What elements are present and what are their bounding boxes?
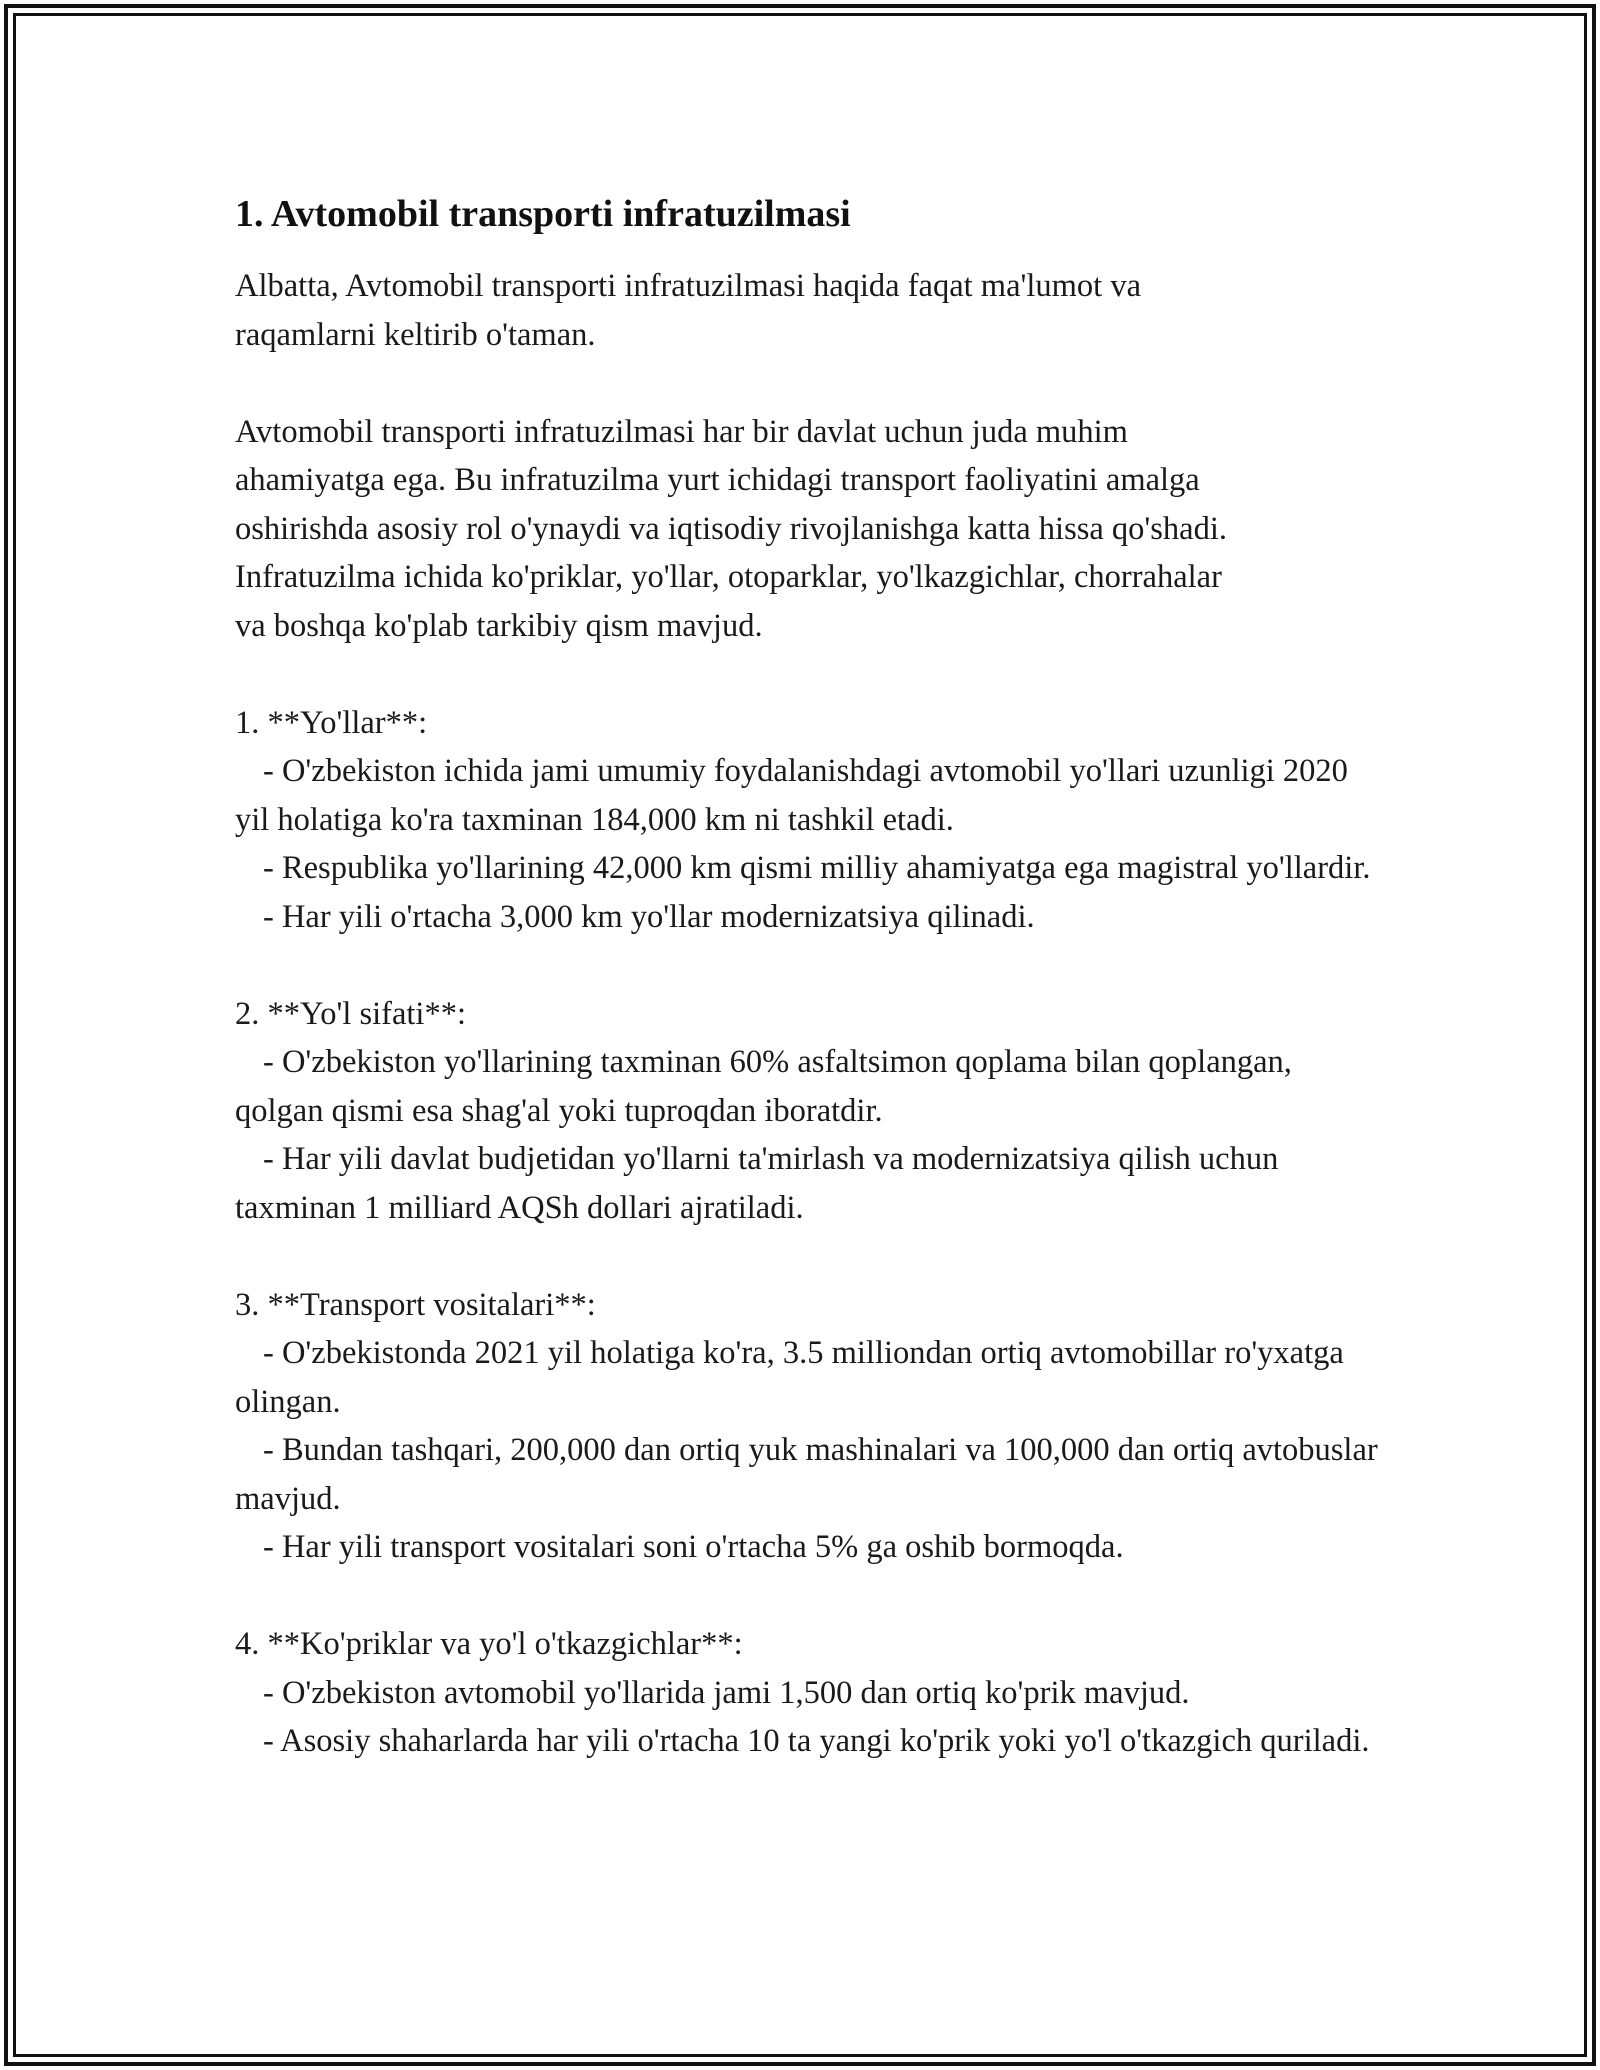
list-item: - O'zbekiston yo'llarining taxminan 60% asfaltsimon qoplama bilan qoplangan, qolgan qismi esa shag'al yoki tuproqdan iboratdir. — [235, 1044, 1292, 1129]
section-roads — [235, 699, 1385, 942]
list-item: - Bundan tashqari, 200,000 dan ortiq yuk mashinalari va 100,000 dan ortiq avtobuslar mavjud. — [235, 1432, 1378, 1517]
list-item: - O'zbekiston ichida jami umumiy foydalanishdagi avtomobil yo'llari uzunligi 2020 yil holatiga ko'ra taxminan 184,000 km ni tashkil etadi. — [235, 753, 1348, 838]
list-item: - O'zbekistonda 2021 yil holatiga ko'ra, 3.5 milliondan ortiq avtomobillar ro'yxatga olingan. — [235, 1335, 1344, 1420]
section-title: 3. **Transport vositalari**: — [235, 1286, 596, 1323]
intro-paragraph: Albatta, Avtomobil transporti infratuzilmasi haqida faqat ma'lumot va raqamlarni keltirib o'taman. — [235, 268, 1142, 353]
section-road-quality — [235, 990, 1385, 1233]
list-item: - Har yili o'rtacha 3,000 km yo'llar modernizatsiya qilinadi. — [263, 898, 1035, 935]
list-item: - Har yili transport vositalari soni o'rtacha 5% ga oshib bormoqda. — [263, 1529, 1124, 1565]
overview-paragraph: Avtomobil transporti infratuzilmasi har bir davlat uchun juda muhim ahamiyatga ega. Bu infratuzilma yurt ichidagi transport faoliyatini amalga oshirishda asosiy rol o'ynaydi va iqtisodiy rivojlanishga katta hissa qo'shadi. Infratuzilma ichida ko'priklar, yo'llar, otoparklar, yo'lkazgichlar, chorrahalar va boshqa ko'plab tarkibiy qism mavjud. — [235, 413, 1228, 644]
section-title: 1. **Yo'llar**: — [235, 704, 428, 741]
document-heading: 1. Avtomobil transporti infratuzilmasi — [235, 193, 851, 235]
list-item: - Asosiy shaharlarda har yili o'rtacha 10 ta yangi ko'prik yoki yo'l o'tkazgich quriladi. — [263, 1723, 1370, 1759]
section-bridges — [235, 1620, 1385, 1766]
paragraph-gap — [235, 359, 1385, 408]
section-title: 4. **Ko'priklar va yo'l o'tkazgichlar**: — [235, 1626, 743, 1662]
paragraph-gap — [235, 1572, 1385, 1621]
paragraph-gap — [235, 1232, 1385, 1281]
paragraph-gap — [235, 650, 1385, 699]
document-body — [235, 186, 1385, 1766]
section-vehicles — [235, 1281, 1385, 1572]
paragraph-gap — [235, 941, 1385, 990]
list-item: - Har yili davlat budjetidan yo'llarni ta'mirlash va modernizatsiya qilish uchun taxminan 1 milliard AQSh dollari ajratiladi. — [235, 1141, 1279, 1226]
section-title: 2. **Yo'l sifati**: — [235, 995, 466, 1032]
list-item: - O'zbekiston avtomobil yo'llarida jami 1,500 dan ortiq ko'prik mavjud. — [263, 1674, 1190, 1711]
list-item: - Respublika yo'llarining 42,000 km qismi milliy ahamiyatga ega magistral yo'llardir. — [263, 850, 1371, 886]
